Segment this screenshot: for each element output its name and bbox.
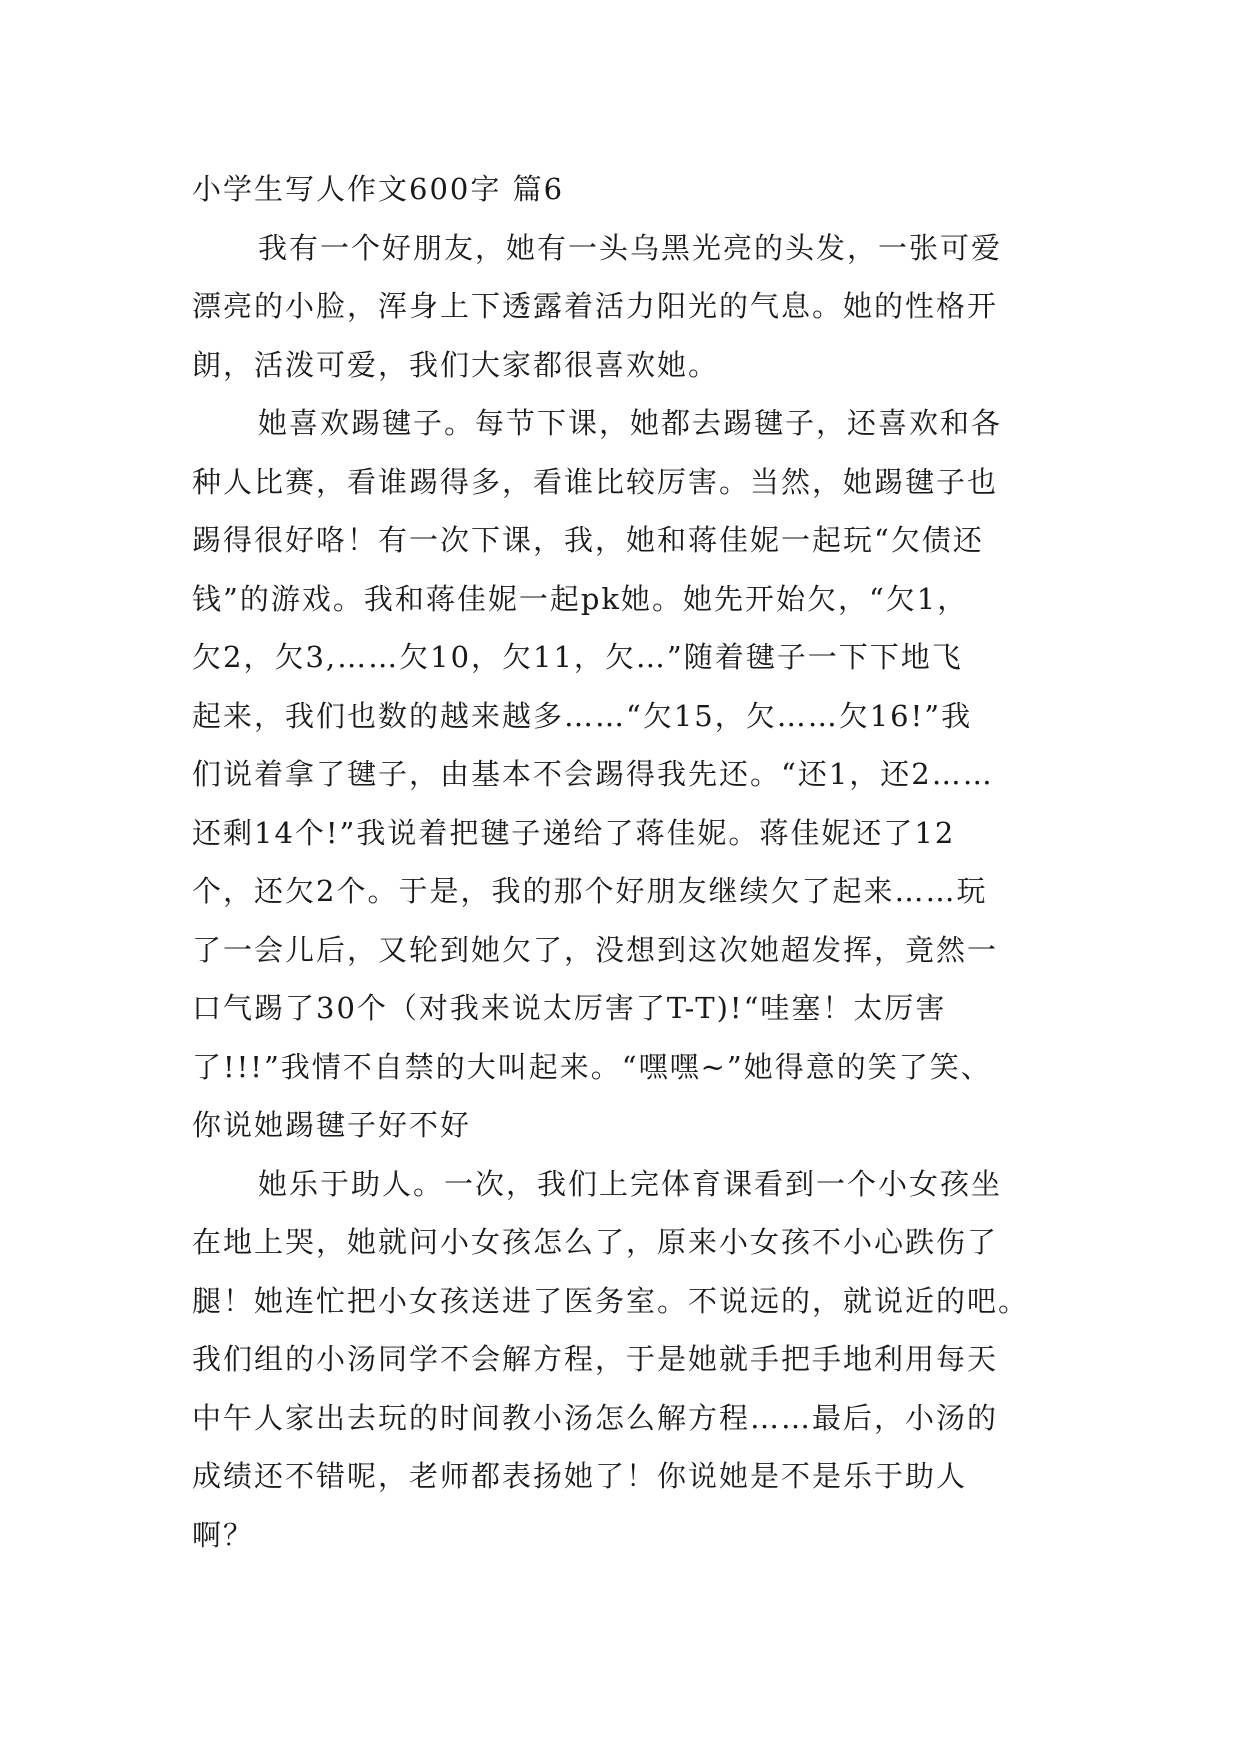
paragraph-2-line-9: 个，还欠2个。于是，我的那个好朋友继续欠了起来……玩 [192, 874, 988, 908]
paragraph-3-line-6: 成绩还不错呢，老师都表扬她了！你说她是不是乐于助人 [192, 1459, 968, 1493]
paragraph-2-line-8: 还剩14个!”我说着把毽子递给了蒋佳妮。蒋佳妮还了12 [192, 815, 956, 850]
essay-title: 小学生写人作文600字 篇6 [192, 172, 565, 206]
paragraph-3-line-2: 在地上哭，她就问小女孩怎么了，原来小女孩不小心跌伤了 [192, 1225, 999, 1259]
paragraph-2-line-10: 了一会儿后，又轮到她欠了，没想到这次她超发挥，竟然一 [192, 932, 999, 967]
paragraph-3-line-3: 腿！她连忙把小女孩送进了医务室。不说远的，就说近的吧。 [192, 1283, 1030, 1318]
paragraph-2-line-12: 了!!!”我情不自禁的大叫起来。“嘿嘿~”她得意的笑了笑、 [192, 1049, 992, 1084]
paragraph-1-line-3: 朗，活泼可爱，我们大家都很喜欢她。 [192, 347, 720, 382]
essay-body [192, 160, 1082, 1564]
paragraph-2-line-1: 她喜欢踢毽子。每节下课，她都去踢毽子，还喜欢和各 [258, 406, 1003, 440]
paragraph-3-line-7: 啊？ [192, 1517, 255, 1552]
paragraph-2-line-2: 种人比赛，看谁踢得多，看谁比较厉害。当然，她踢毽子也 [192, 464, 999, 499]
paragraph-2-line-4: 钱”的游戏。我和蒋佳妮一起pk她。她先开始欠，“欠1， [192, 581, 969, 616]
paragraph-3-line-4: 我们组的小汤同学不会解方程，于是她就手把手地利用每天 [192, 1342, 999, 1376]
paragraph-2-line-13: 你说她踢毽子好不好 [192, 1108, 472, 1142]
paragraph-1-line-1: 我有一个好朋友，她有一头乌黑光亮的头发，一张可爱 [258, 230, 1003, 265]
paragraph-3-line-5: 中午人家出去玩的时间教小汤怎么解方程……最后，小汤的 [192, 1400, 999, 1435]
paragraph-2-line-7: 们说着拿了毽子，由基本不会踢得我先还。“还1，还2…… [192, 757, 994, 791]
paragraph-2-line-6: 起来，我们也数的越来越多……“欠15，欠……欠16!”我 [192, 698, 973, 733]
paragraph-2-line-11: 口气踢了30个（对我来说太厉害了T-T)!“哇塞！太厉害 [192, 991, 947, 1025]
paragraph-2-line-5: 欠2，欠3,……欠10，欠11，欠…”随着毽子一下下地飞 [192, 640, 963, 674]
paragraph-3-line-1: 她乐于助人。一次，我们上完体育课看到一个小女孩坐 [258, 1166, 1003, 1201]
paragraph-1-line-2: 漂亮的小脸，浑身上下透露着活力阳光的气息。她的性格开 [192, 289, 999, 323]
paragraph-2-line-3: 踢得很好咯！有一次下课，我，她和蒋佳妮一起玩“欠债还 [192, 523, 984, 557]
